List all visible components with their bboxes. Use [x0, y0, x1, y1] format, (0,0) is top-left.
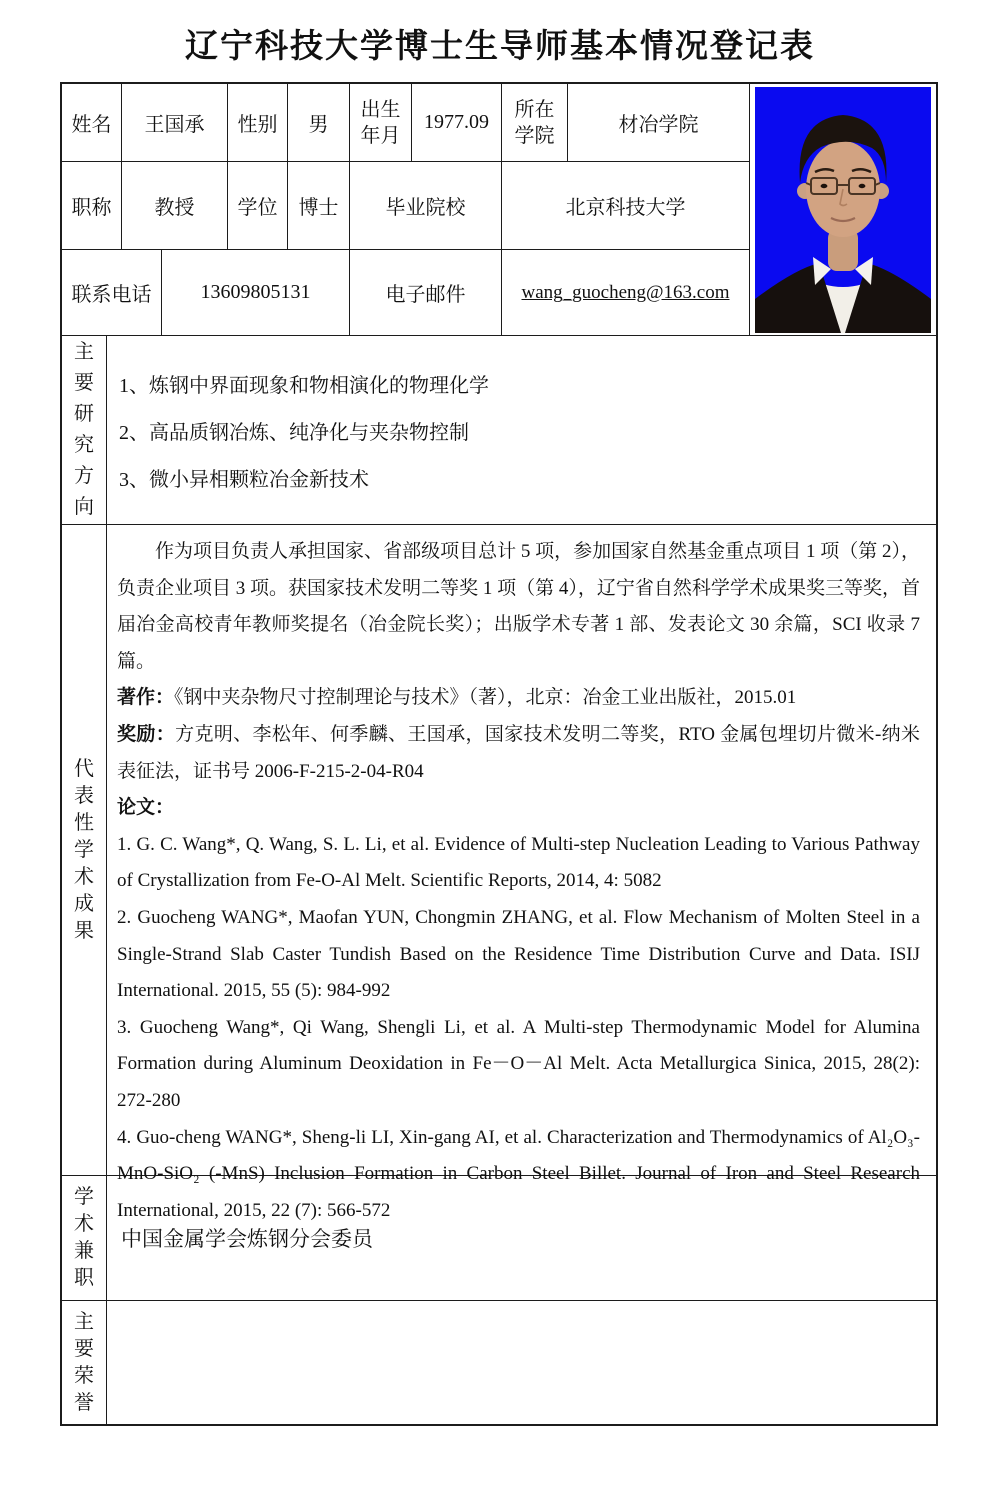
page-title: 辽宁科技大学博士生导师基本情况登记表	[185, 27, 815, 64]
degree-label: 学位	[228, 162, 288, 249]
membership-content: 中国金属学会炼钢分会委员	[121, 1228, 373, 1251]
research-content	[107, 336, 936, 524]
honors-content	[107, 1301, 936, 1424]
gender-value: 男	[288, 84, 350, 161]
membership-label-cell	[62, 1176, 107, 1300]
award-line	[117, 717, 920, 790]
achievements-label-cell	[62, 525, 107, 1175]
registration-form-table	[60, 82, 938, 1426]
birth-value: 1977.09	[412, 84, 502, 161]
papers-label: 论文：	[117, 797, 175, 819]
name-value: 王国承	[122, 84, 228, 161]
photo-cell	[750, 84, 936, 335]
phone-value: 13609805131	[162, 250, 350, 335]
book-label: 著作：	[117, 687, 175, 709]
info-row-2	[62, 162, 750, 250]
info-row-3	[62, 250, 750, 335]
school-value: 北京科技大学	[502, 162, 750, 249]
research-section	[62, 335, 936, 524]
school-label: 毕业院校	[350, 162, 502, 249]
college-label: 所在学院	[502, 84, 568, 161]
award-text: 方克明、李松年、何季麟、王国承，国家技术发明二等奖，RTO 金属包埋切片微米-纳米表征法，证书号 2006-F-215-2-04-R04	[117, 723, 920, 782]
research-item-1: 1、炼钢中界面现象和物相演化的物理化学	[119, 374, 489, 397]
research-item-3: 3、微小异相颗粒冶金新技术	[119, 468, 369, 491]
membership-section	[62, 1175, 936, 1300]
paper-item-3: 3. Guocheng Wang*, Qi Wang, Shengli Li, et al. A Multi-step Thermodynamic Model for Alumina Formation during Aluminum Deoxidation in Fe－O－Al Melt. Acta Metallurgica Sinica, 2015, 28(2): 272-280	[117, 1016, 920, 1111]
eye-left	[821, 184, 828, 188]
paper-item-4: 4. Guo-cheng WANG*, Sheng-li LI, Xin-gang AI, et al. Characterization and Thermodynamics of Al₂O₃-MnO-SiO₂ (-MnS) Inclusion Formation in Carbon Steel Billet. Journal of Iron and Steel Research International, 2015, 22 (7): 566-572	[117, 1126, 920, 1221]
honors-label-cell	[62, 1301, 107, 1424]
membership-label: 学术兼职	[74, 1186, 94, 1289]
book-text: 《钢中夹杂物尺寸控制理论与技术》（著），北京：冶金工业出版社，2015.01	[174, 687, 797, 709]
info-row-1	[62, 84, 750, 162]
research-label-cell	[62, 336, 107, 524]
achievements-summary: 作为项目负责人承担国家、省部级项目总计 5 项，参加国家自然基金重点项目 1 项（第 2），负责企业项目 3 项。获国家技术发明二等奖 1 项（第 4），辽宁省自然科学学术成果奖三等奖，首届冶金高校青年教师奖提名（冶金院长奖）；出版学术专著 1 部、发表论文 30 余篇，SCI 收录 7 篇。	[117, 541, 920, 672]
degree-value: 博士	[288, 162, 350, 249]
award-label: 奖励：	[117, 723, 176, 745]
achievements-section	[62, 524, 936, 1221]
birth-label: 出生年月	[350, 84, 412, 161]
research-label: 主要研究方向	[74, 341, 94, 518]
book-line	[117, 680, 920, 717]
id-photo	[755, 87, 931, 333]
achievements-label: 代表性学术成果	[74, 757, 94, 942]
achievements-content	[107, 525, 936, 1221]
rank-label: 职称	[62, 162, 122, 249]
basic-info-section	[62, 84, 936, 335]
research-item-2: 2、高品质钢冶炼、纯净化与夹杂物控制	[119, 421, 469, 444]
name-label: 姓名	[62, 84, 122, 161]
email-value: wang_guocheng@163.com	[502, 250, 750, 335]
paper-item-2: 2. Guocheng WANG*, Maofan YUN, Chongmin ZHANG, et al. Flow Mechanism of Molten Steel in a Single-Strand Slab Caster Tundish Based on the Residence Time Distribution Curve and Data. ISIJ International. 2015, 55 (5): 984-992	[117, 906, 920, 1002]
rank-value: 教授	[122, 162, 228, 249]
honors-section	[62, 1300, 936, 1424]
gender-label: 性别	[228, 84, 288, 161]
eye-right	[859, 184, 866, 188]
college-value: 材冶学院	[568, 84, 750, 161]
phone-label: 联系电话	[62, 250, 162, 335]
email-label: 电子邮件	[350, 250, 502, 335]
paper-item-1: 1. G. C. Wang*, Q. Wang, S. L. Li, et al. Evidence of Multi-step Nucleation Leading to Various Pathway of Crystallization from Fe-O-Al Melt. Scientific Reports, 2014, 4: 5082	[117, 833, 920, 892]
papers-heading	[117, 790, 920, 827]
basic-info-grid	[62, 84, 750, 335]
honors-label: 主要荣誉	[74, 1310, 94, 1414]
